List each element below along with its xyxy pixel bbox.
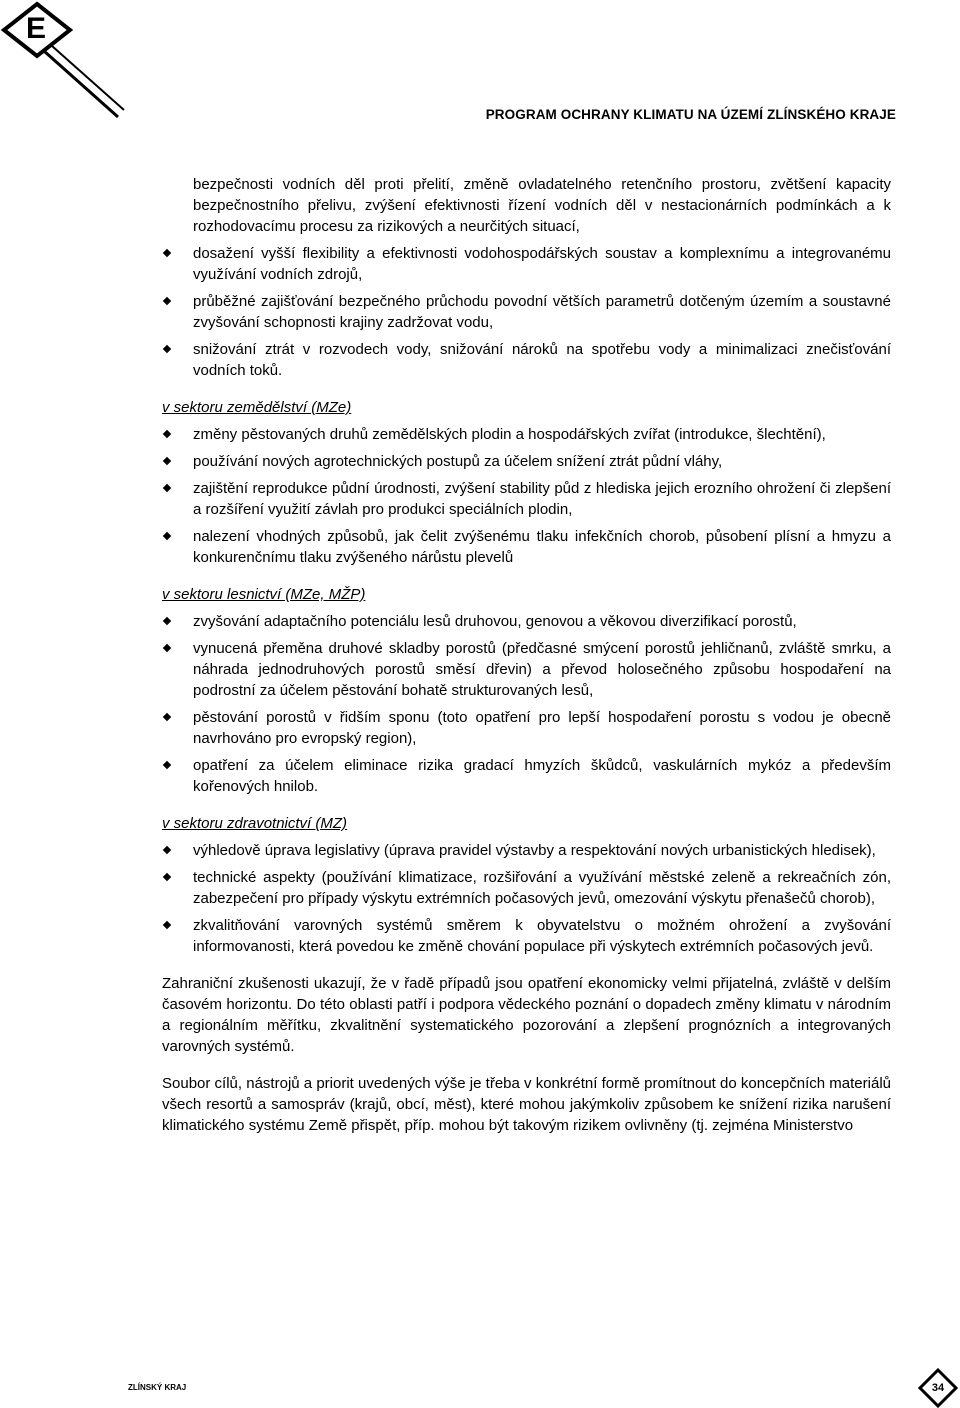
- document-body: [162, 174, 891, 1136]
- paragraph: Soubor cílů, nástrojů a priorit uvedených výše je třeba v konkrétní formě promítnout do koncepčních materiálů všech resortů a samospráv (krajů, obcí, měst), které mohou jakýmkoliv způsobem ke snížení rizika narušení klimatického systému Země přispět, příp. mohou být takovým rizikem ovlivněny (tj. zejména Ministerstvo: [162, 1075, 891, 1134]
- list-item: výhledově úprava legislativy (úprava pravidel výstavby a respektování nových urbanistických hledisek),: [162, 840, 891, 861]
- header-title: PROGRAM OCHRANY KLIMATU NA ÚZEMÍ ZLÍNSKÉHO KRAJE: [485, 107, 896, 122]
- paragraph: Zahraniční zkušenosti ukazují, že v řadě případů jsou opatření ekonomicky velmi přijatelná, zvláště v delším časovém horizontu. Do této oblasti patří i podpora vědeckého poznání o dopadech změny klimatu v národním a regionálním měřítku, zkvalitnění systematického pozorování a zlepšení prognózních a integrovaných varovných systémů.: [162, 975, 891, 1055]
- list-item: technické aspekty (používání klimatizace, rozšiřování a využívání městské zeleně a rekreačních zón, zabezpečení pro případy výskytu extrémních počasových jevů, omezování výskytu přenašečů chorob),: [162, 867, 891, 909]
- logo: [0, 0, 130, 125]
- list-item: pěstování porostů v řidším sponu (toto opatření pro lepší hospodaření porostu s vodou je obecně navrhováno pro evropský region),: [162, 707, 891, 749]
- list-item: zajištění reprodukce půdní úrodnosti, zvýšení stability půd z hlediska jejich erozního ohrožení či zlepšení a rozšíření využití závlah pro produkci speciálních plodin,: [162, 478, 891, 520]
- logo-letter: E: [26, 12, 47, 45]
- list-item: nalezení vhodných způsobů, jak čelit zvýšenému tlaku infekčních chorob, působení plísní a hmyzu a konkurenčnímu tlaku zvýšeného nárůstu plevelů: [162, 526, 891, 568]
- list-item: změny pěstovaných druhů zemědělských plodin a hospodářských zvířat (introdukce, šlechtění),: [162, 424, 891, 445]
- list-item: opatření za účelem eliminace rizika gradací hmyzích škůdců, vaskulárních mykóz a především kořenových hnilob.: [162, 755, 891, 797]
- list-item-continuation: bezpečnosti vodních děl proti přelití, změně ovladatelného retenčního prostoru, zvětšení kapacity bezpečnostního přelivu, zvýšení efektivnosti řízení vodních děl v nestacionárních podmínkách a k rozhodovacímu procesu za rizikových a neurčitých situací,: [193, 176, 891, 235]
- section-heading-health: v sektoru zdravotnictví (MZ): [162, 815, 348, 832]
- section-heading-agriculture: v sektoru zemědělství (MZe): [162, 399, 352, 416]
- list-item: dosažení vyšší flexibility a efektivnosti vodohospodářských soustav a komplexnímu a integrovanému využívání vodních zdrojů,: [162, 243, 891, 285]
- list-item: vynucená přeměna druhové skladby porostů (předčasné smýcení porostů jehličnanů, zvláště smrku, a náhrada jednodruhových porostů směsí dřevin) a převod holosečného způsobu hospodaření na podrostní za účelem pěstování bohatě strukturovaných lesů,: [162, 638, 891, 701]
- list-item: používání nových agrotechnických postupů za účelem snížení ztrát půdní vláhy,: [162, 451, 891, 472]
- footer-region-label: ZLÍNSKÝ KRAJ: [128, 1383, 187, 1392]
- list-item: snižování ztrát v rozvodech vody, snižování nároků na spotřebu vody a minimalizaci znečisťování vodních toků.: [162, 339, 891, 381]
- list-item: zvyšování adaptačního potenciálu lesů druhovou, genovou a věkovou diverzifikací porostů,: [162, 611, 891, 632]
- list-item: průběžné zajišťování bezpečného průchodu povodní větších parametrů dotčeným územím a soustavné zvyšování schopnosti krajiny zadržovat vodu,: [162, 291, 891, 333]
- section-heading-forestry: v sektoru lesnictví (MZe, MŽP): [162, 586, 366, 603]
- list-item: zkvalitňování varovných systémů směrem k obyvatelstvu o možném ohrožení a zvyšování informovanosti, která povedou ke změně chování populace při výskytech extrémních počasových jevů.: [162, 915, 891, 957]
- page-number: 34: [931, 1382, 945, 1394]
- logo-emblem-icon: [0, 0, 130, 125]
